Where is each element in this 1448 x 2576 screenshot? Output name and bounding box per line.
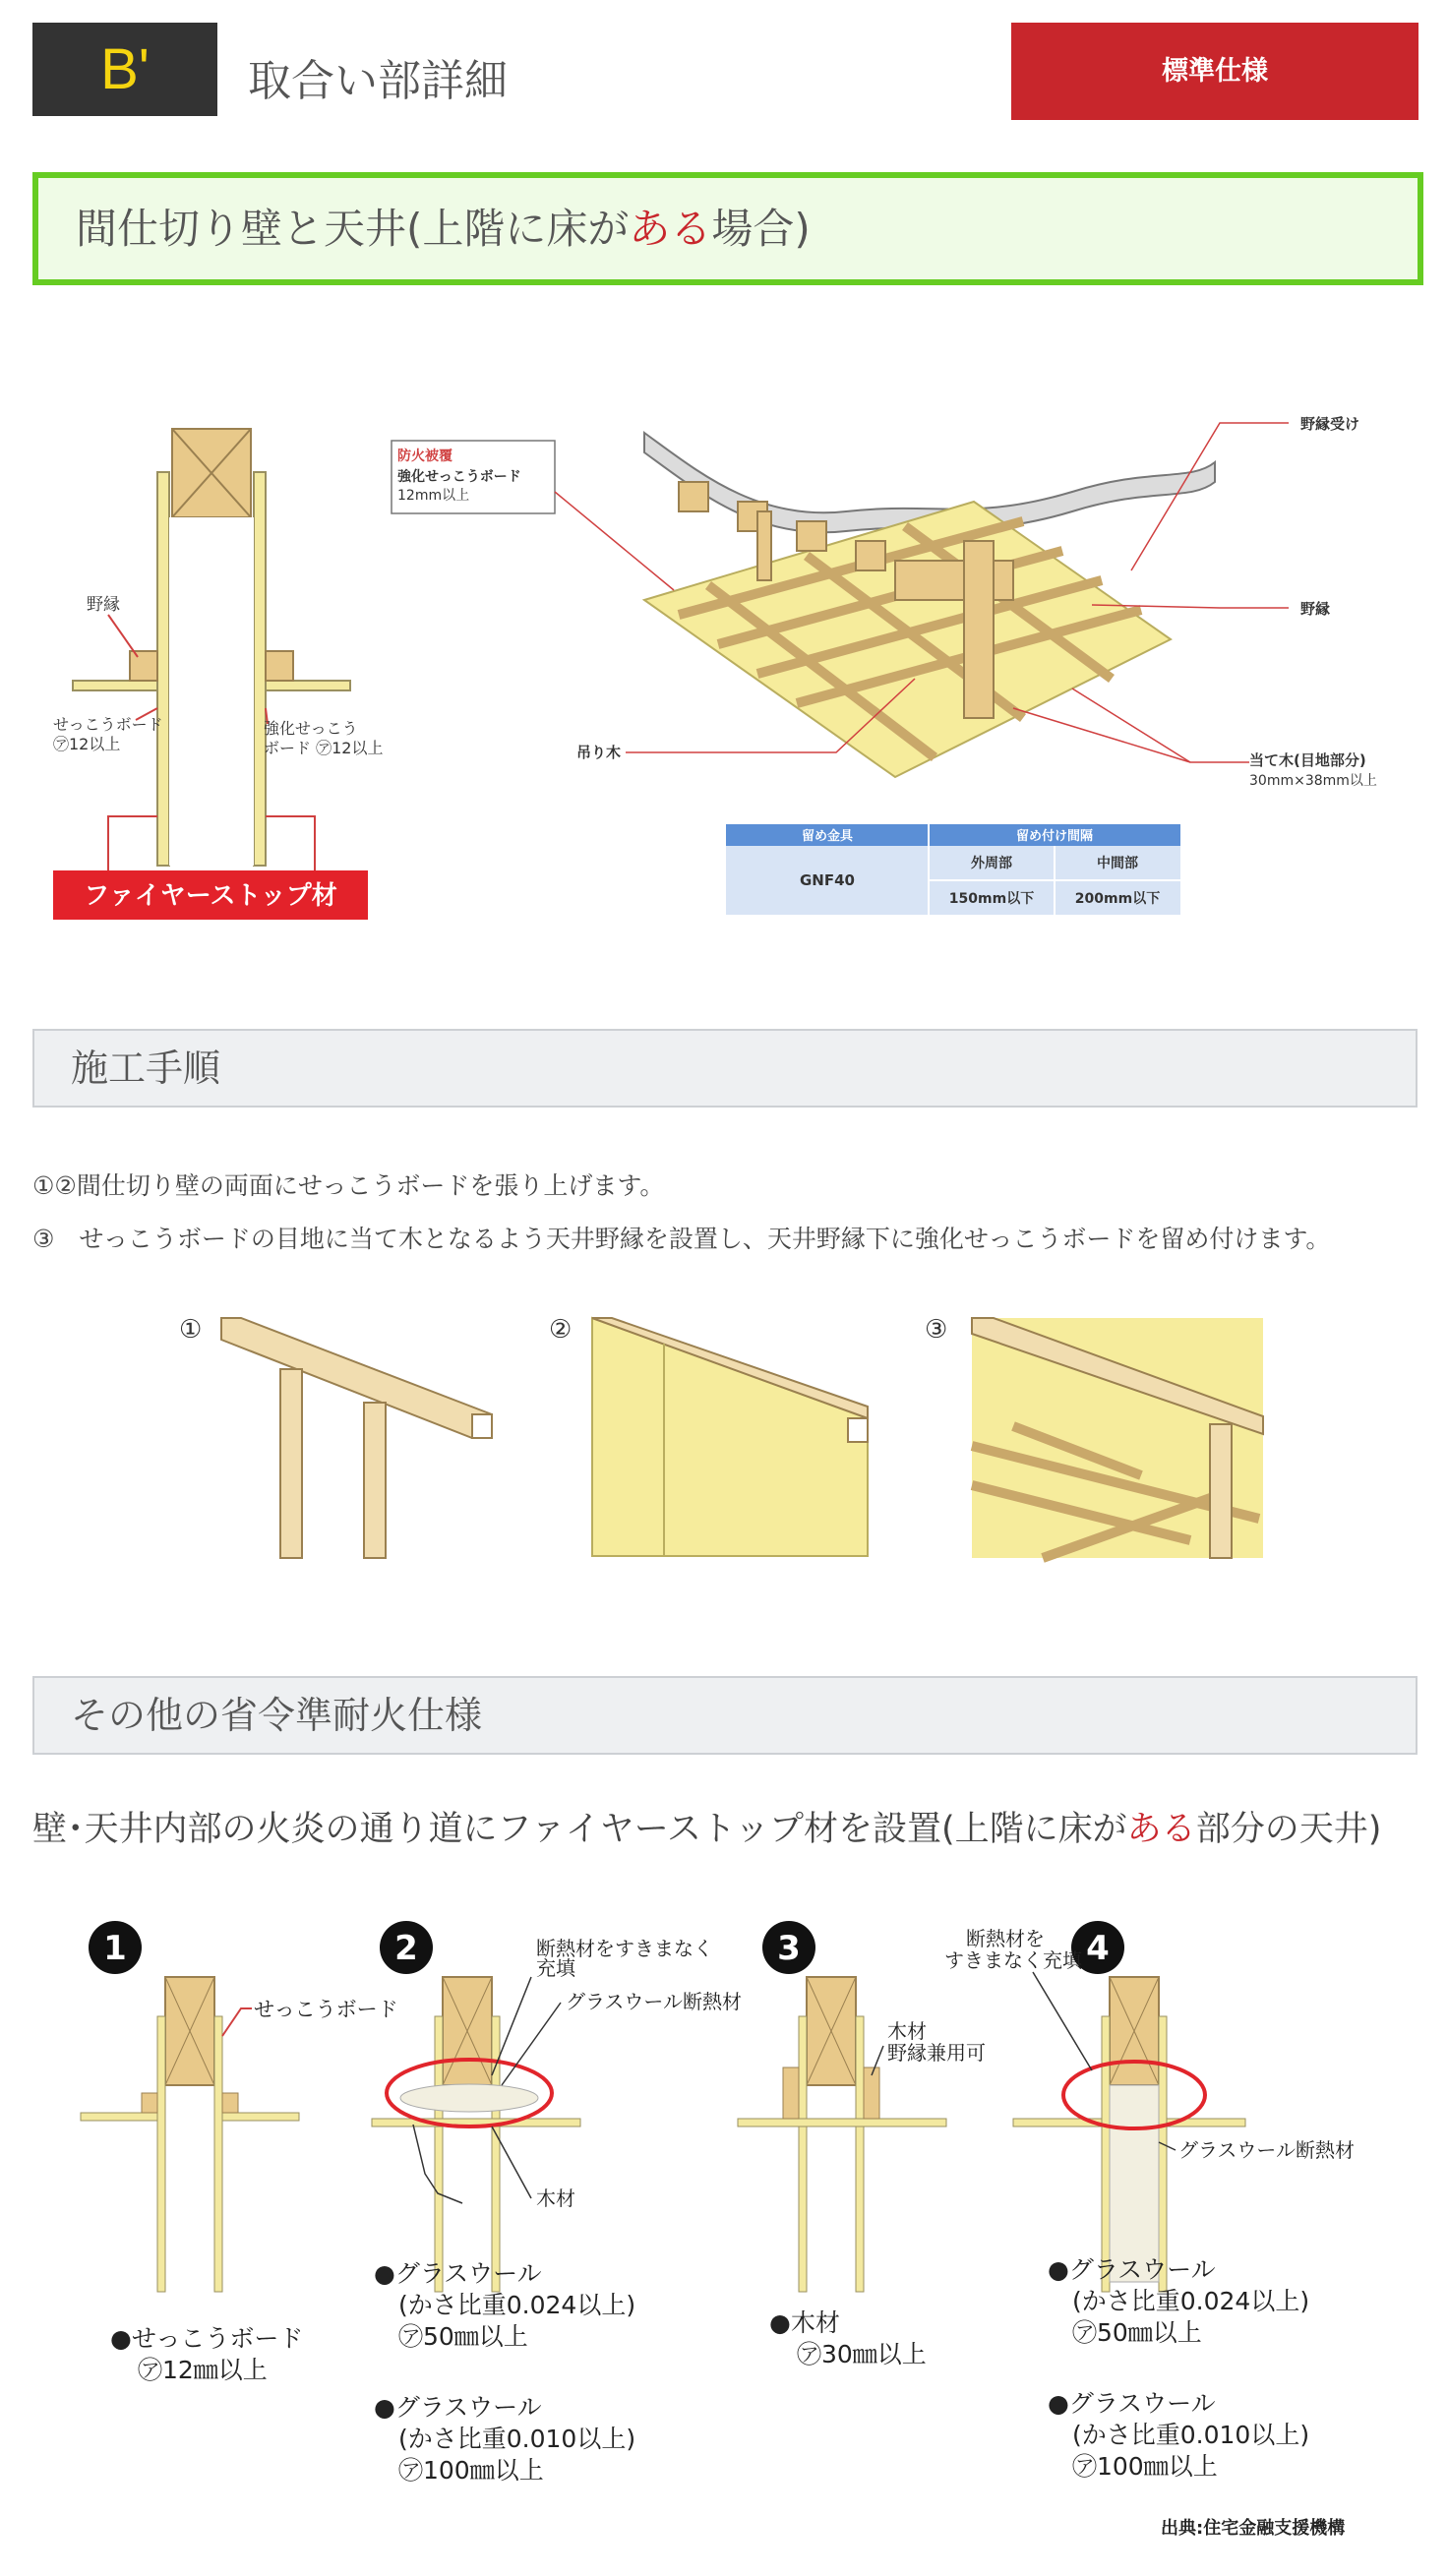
- svg-text:充填: 充填: [536, 1956, 575, 1980]
- step-figure-1-number: ①: [179, 1315, 203, 1345]
- procedure-step-1: ①②間仕切り壁の両面にせっこうボードを張り上げます。: [32, 1171, 665, 1200]
- svg-text:グラスウール断熱材: グラスウール断熱材: [566, 1990, 742, 2013]
- svg-text:断熱材を: 断熱材を: [966, 1927, 1045, 1950]
- option-2-diagram: [372, 1937, 742, 2485]
- svg-text:GNF40: GNF40: [800, 871, 855, 889]
- svg-text:留め付け間隔: 留め付け間隔: [1015, 829, 1094, 844]
- procedure-heading: 施工手順: [32, 1029, 1418, 1108]
- fire-cover-label: 防火被覆: [397, 449, 452, 464]
- firestop-options-diagram: [59, 1898, 1436, 2547]
- strong-board-label-1: 強化せっこう: [264, 719, 358, 738]
- firestop-label: ファイヤーストップ材: [84, 881, 337, 911]
- svg-text:●グラスウール: ●グラスウール: [1048, 2389, 1216, 2418]
- svg-text:㋐30㎜以上: ㋐30㎜以上: [797, 2340, 927, 2368]
- svg-text:グラスウール断熱材: グラスウール断熱材: [1178, 2138, 1355, 2162]
- svg-text:●せっこうボード: ●せっこうボード: [110, 2324, 304, 2353]
- svg-text:(かさ比重0.024以上): (かさ比重0.024以上): [398, 2291, 636, 2319]
- option-1-diagram: [81, 1977, 398, 2384]
- section-title-box: [32, 172, 1423, 285]
- procedure-step-2: ③ せっこうボードの目地に当て木となるよう天井野縁を設置し、天井野縁下に強化せっこうボードを留め付けます。: [32, 1225, 1331, 1253]
- svg-text:2: 2: [394, 1929, 418, 1968]
- svg-text:㋐100㎜以上: ㋐100㎜以上: [398, 2456, 544, 2485]
- svg-text:木材: 木材: [536, 2187, 575, 2210]
- option-4-diagram: [944, 1927, 1355, 2481]
- board-label-1: せっこうボード: [53, 715, 163, 734]
- svg-text:●木材: ●木材: [769, 2308, 840, 2337]
- svg-text:●グラスウール: ●グラスウール: [374, 2259, 542, 2288]
- svg-text:150mm以下: 150mm以下: [948, 891, 1035, 907]
- svg-text:4: 4: [1086, 1929, 1110, 1968]
- other-spec-heading: その他の省令準耐火仕様: [32, 1676, 1418, 1755]
- noen-label-right: 野縁: [1300, 600, 1331, 618]
- option-3-diagram: [738, 1977, 986, 2368]
- source-credit: 出典:住宅金融支援機構: [1161, 2518, 1346, 2539]
- svg-text:せっこうボード: せっこうボード: [254, 1998, 398, 2021]
- section-badge: B': [32, 23, 217, 116]
- ategi-label: 当て木(目地部分): [1249, 751, 1366, 769]
- svg-text:㋐100㎜以上: ㋐100㎜以上: [1072, 2452, 1218, 2481]
- svg-text:1: 1: [103, 1929, 127, 1968]
- svg-text:すきまなく充填: すきまなく充填: [944, 1948, 1082, 1972]
- standard-spec-button[interactable]: 標準仕様: [1011, 23, 1418, 120]
- noen-label: 野縁: [87, 595, 120, 615]
- svg-text:木材: 木材: [887, 2019, 927, 2043]
- ategi-size: 30mm×38mm以上: [1249, 773, 1377, 789]
- strong-board-label-2: ボード ㋐12以上: [264, 739, 384, 757]
- section-title: 間仕切り壁と天井(上階に床がある場合): [76, 205, 811, 253]
- svg-text:留め金具: 留め金具: [801, 829, 854, 844]
- svg-text:(かさ比重0.010以上): (かさ比重0.010以上): [398, 2425, 636, 2453]
- page-title: 取合い部詳細: [248, 56, 508, 106]
- ceiling-isometric-diagram: [384, 393, 1426, 925]
- svg-text:(かさ比重0.024以上): (かさ比重0.024以上): [1072, 2287, 1310, 2315]
- tsurigi-label: 吊り木: [576, 744, 622, 761]
- svg-text:3: 3: [777, 1929, 801, 1968]
- noen-uke-label: 野縁受け: [1300, 415, 1360, 433]
- svg-text:中間部: 中間部: [1097, 856, 1138, 871]
- svg-text:㋐12㎜以上: ㋐12㎜以上: [138, 2356, 268, 2384]
- svg-text:㋐50㎜以上: ㋐50㎜以上: [1072, 2318, 1202, 2347]
- svg-text:外周部: 外周部: [971, 856, 1012, 871]
- strong-board-thickness: 12mm以上: [397, 488, 470, 504]
- svg-text:(かさ比重0.010以上): (かさ比重0.010以上): [1072, 2421, 1310, 2449]
- strong-board-callout: 強化せっこうボード: [397, 469, 521, 485]
- wall-detail-diagram: [39, 413, 384, 925]
- other-spec-subheading: 壁･天井内部の火炎の通り道にファイヤーストップ材を設置(上階に床がある部分の天井): [32, 1810, 1382, 1849]
- svg-text:●グラスウール: ●グラスウール: [374, 2393, 542, 2422]
- procedure-figures: [167, 1308, 1279, 1564]
- board-label-2: ㋐12以上: [53, 735, 121, 753]
- svg-text:㋐50㎜以上: ㋐50㎜以上: [398, 2322, 528, 2351]
- step-figure-3-number: ③: [925, 1315, 948, 1345]
- svg-text:断熱材をすきまなく: 断熱材をすきまなく: [536, 1937, 713, 1960]
- svg-text:●グラスウール: ●グラスウール: [1048, 2255, 1216, 2284]
- fastener-table: [726, 824, 1180, 915]
- svg-text:野縁兼用可: 野縁兼用可: [887, 2041, 986, 2065]
- step-figure-2-number: ②: [549, 1315, 573, 1345]
- svg-text:200mm以下: 200mm以下: [1074, 891, 1161, 907]
